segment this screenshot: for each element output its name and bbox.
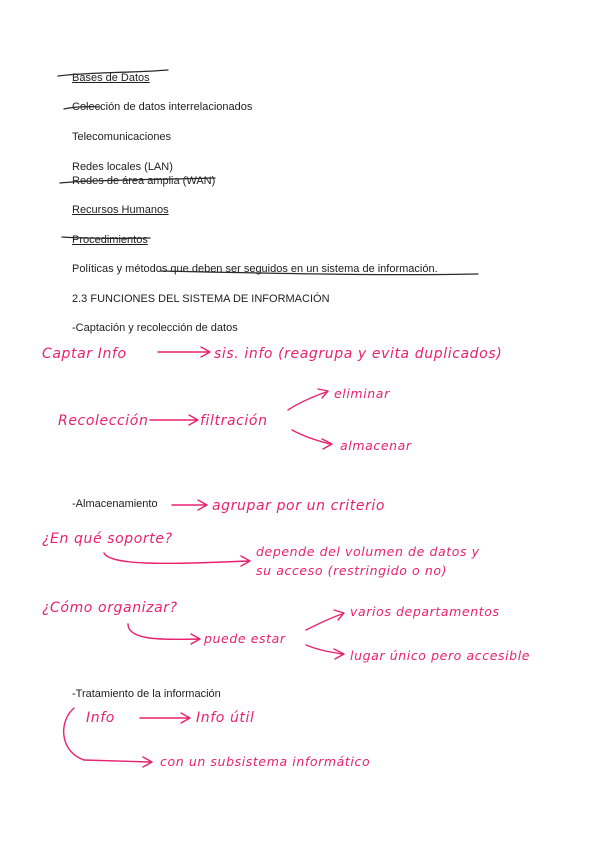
hw-almacenar: almacenar bbox=[340, 438, 412, 453]
item-procedimientos: Procedimientos bbox=[72, 234, 148, 246]
bracket-tratamiento bbox=[64, 708, 84, 760]
item-coleccion-datos: Colección de datos interrelacionados bbox=[72, 101, 253, 113]
hw-eliminar: eliminar bbox=[334, 386, 390, 401]
arrow-subsistema bbox=[84, 757, 152, 767]
heading-almacenamiento: -Almacenamiento bbox=[72, 498, 158, 510]
arrow-captar bbox=[158, 347, 210, 357]
hw-su-acceso: su acceso (restringido o no) bbox=[256, 563, 448, 578]
arrow-soporte bbox=[104, 553, 250, 566]
item-redes-locales: Redes locales (LAN) bbox=[72, 161, 173, 173]
heading-captacion: -Captación y recolección de datos bbox=[72, 322, 238, 334]
arrow-organizar bbox=[128, 624, 200, 644]
heading-tratamiento: -Tratamiento de la información bbox=[72, 688, 221, 700]
hw-captar-info: Captar Info bbox=[42, 346, 127, 362]
hw-como-organizar: ¿Cómo organizar? bbox=[42, 600, 178, 616]
hw-en-que-soporte: ¿En qué soporte? bbox=[42, 531, 173, 547]
hw-info-util: Info útil bbox=[196, 710, 255, 726]
hw-depende: depende del volumen de datos y bbox=[256, 544, 480, 559]
hw-sis-info: sis. info (reagrupa y evita duplicados) bbox=[214, 346, 503, 362]
arrow-recoleccion bbox=[150, 415, 198, 425]
arrow-eliminar bbox=[288, 389, 328, 410]
arrow-info bbox=[140, 713, 190, 723]
item-telecomunicaciones: Telecomunicaciones bbox=[72, 131, 172, 143]
arrow-lugar bbox=[306, 645, 344, 659]
arrow-varios bbox=[306, 610, 344, 630]
section-title: 2.3 FUNCIONES DEL SISTEMA DE INFORMACIÓN bbox=[72, 293, 330, 305]
hw-recoleccion: Recolección bbox=[58, 413, 149, 429]
hw-puede-estar: puede estar bbox=[204, 631, 286, 646]
hw-filtracion: filtración bbox=[200, 413, 268, 429]
hw-subsistema: con un subsistema informático bbox=[160, 754, 371, 769]
hw-lugar-unico: lugar único pero accesible bbox=[350, 648, 531, 663]
arrow-almacenamiento bbox=[172, 500, 207, 510]
hw-agrupar: agrupar por un criterio bbox=[212, 498, 386, 514]
hw-info: Info bbox=[86, 710, 115, 726]
hw-varios-departamentos: varios departamentos bbox=[350, 604, 500, 619]
item-recursos-humanos: Recursos Humanos bbox=[72, 204, 169, 216]
arrow-almacenar bbox=[292, 430, 332, 449]
item-redes-area-amplia: Redes de área amplia (WAN) bbox=[72, 175, 216, 187]
item-politicas-metodos: Políticas y métodos que deben ser seguidos en un sistema de información. bbox=[72, 263, 438, 275]
item-bases-de-datos: Bases de Datos bbox=[72, 72, 150, 84]
